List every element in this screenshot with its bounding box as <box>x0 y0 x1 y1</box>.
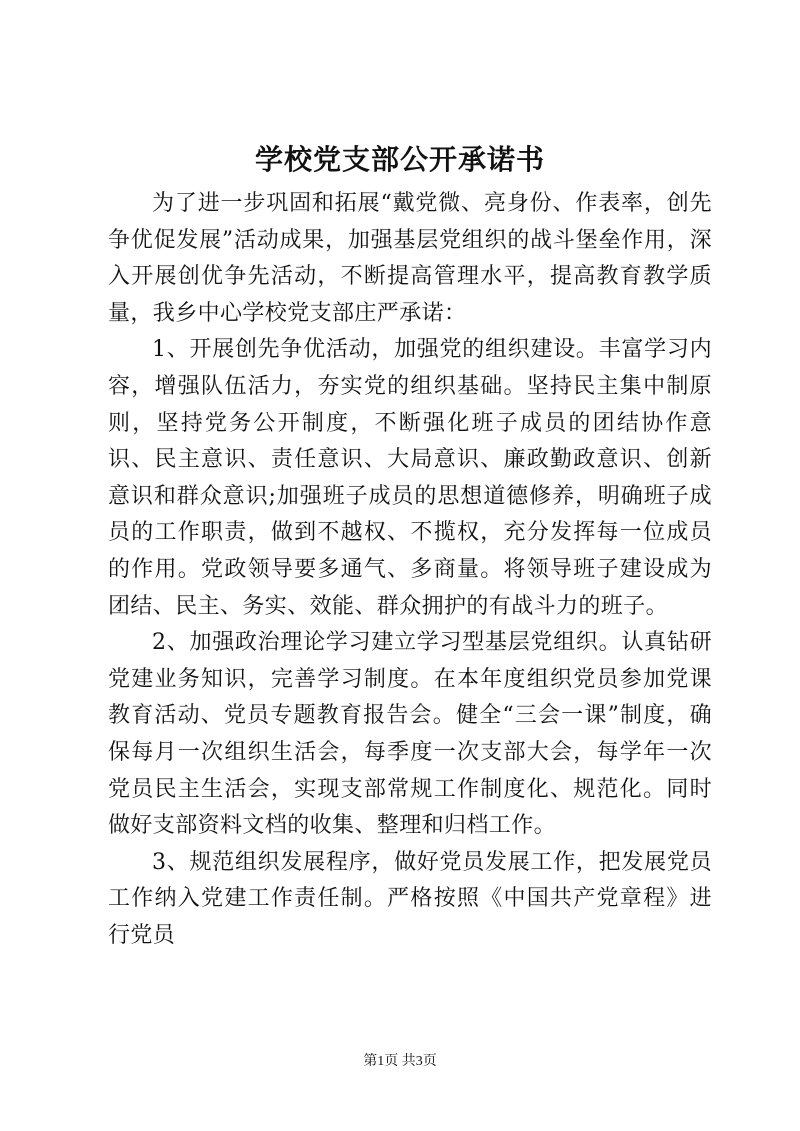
document-title: 学校党支部公开承诺书 <box>254 143 545 176</box>
commitment-paragraph-2: 2、加强政治理论学习建立学习型基层党组织。认真钻研党建业务知识，完善学习制度。在本年度组织党员参加党课教育活动、党员专题教育报告会。健全“三会一课”制度，确保每月一次组织生活会，每季度一次支部大会，每学年一次党员民主生活会，实现支部常规工作制度化、规范化。同时做好支部资料文档的收集、整理和归档工作。 <box>108 630 712 839</box>
commitment-paragraph-1: 1、开展创先争优活动，加强党的组织建设。丰富学习内容，增强队伍活力，夯实党的组织基础。坚持民主集中制原则，坚持党务公开制度，不断强化班子成员的团结协作意识、民主意识、责任意识、大局意识、廉政勤政意识、创新意识和群众意识;加强班子成员的思想道德修养，明确班子成员的工作职责，做到不越权、不揽权，充分发挥每一位成员的作用。党政领导要多通气、多商量。将领导班子建设成为团结、民主、务实、效能、群众拥护的有战斗力的班子。 <box>108 337 712 619</box>
commitment-paragraph-3: 3、规范组织发展程序，做好党员发展工作，把发展党员工作纳入党建工作责任制。严格按照《中国共产党章程》进行党员 <box>108 849 712 948</box>
document-body <box>108 186 712 954</box>
page-number-footer: 第1页 共3页 <box>363 1054 437 1069</box>
intro-paragraph: 为了进一步巩固和拓展“戴党微、亮身份、作表率，创先争优促发展”活动成果，加强基层党组织的战斗堡垒作用，深入开展创优争先活动，不断提高管理水平，提高教育教学质量，我乡中心学校党支部庄严承诺： <box>108 191 712 326</box>
